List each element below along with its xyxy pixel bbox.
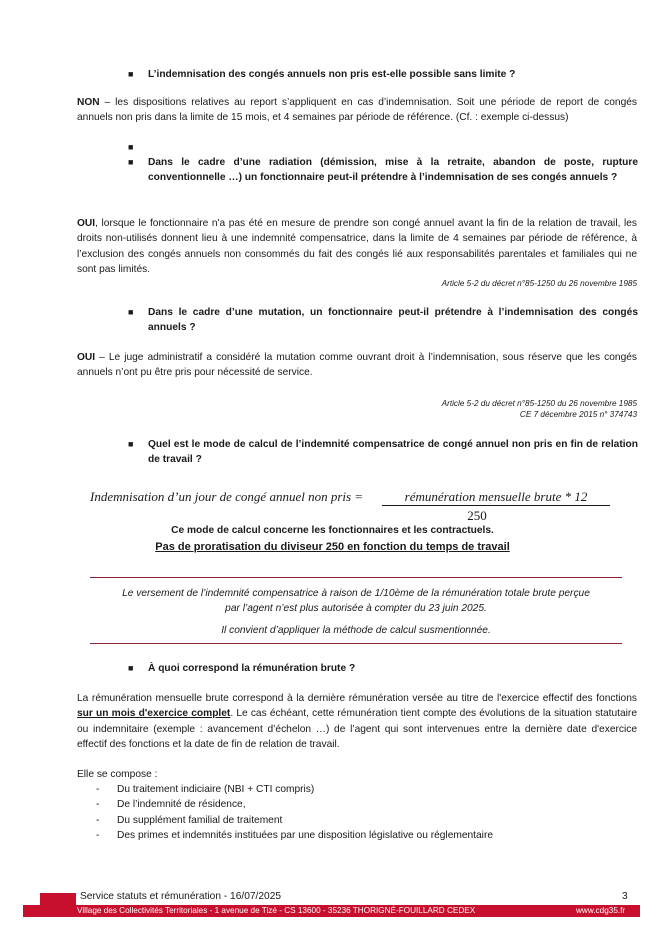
list-item-text: Du supplément familial de traitement: [117, 815, 283, 826]
footer-address: Village des Collectivités Territoriales - 1 avenue de Tizé - CS 13600 - 35236 THORIGNÉ-FOUILLARD CEDEX: [77, 906, 476, 915]
bullet-icon: ■: [128, 307, 134, 317]
bullet-icon: ■: [128, 439, 134, 449]
answer-body: , lorsque le fonctionnaire n'a pas été en mesure de prendre son congé annuel avant la fin de la relation de travail, les droits non-utilisés donnent lieu à une indemnité compensatrice, dans la limite de 4 semaines par période de référence, à l’exclusion des congés annuels non consommés du fait des congés lié aux responsabilités parentales et familiales qui ne sont pas limités.: [77, 218, 637, 276]
notice-line-1: Le versement de l’indemnité compensatrice à raison de 1/10ème de la rémunération totale brute perçue: [122, 588, 590, 599]
answer-lead: OUI: [77, 352, 96, 363]
question-report-limit: L’indemnisation des congés annuels non pris est-elle possible sans limite ?: [148, 69, 516, 80]
formula-numerator-text: rémunération mensuelle brute * 12: [404, 489, 588, 504]
answer-body: – Le juge administratif a considéré la mutation comme ouvrant droit à l’indemnisation, sous réserve que les congés annuels n’ont pu être pris pour nécessité de service.: [77, 352, 637, 379]
formula-left: Indemnisation d’un jour de congé annuel non pris =: [90, 489, 364, 504]
answer-report-limit: [77, 95, 637, 126]
dash-icon: -: [96, 830, 100, 841]
dash-icon: -: [96, 799, 100, 810]
list-item-text: De l’indemnité de résidence,: [117, 799, 246, 810]
list-item-text: Du traitement indiciaire (NBI + CTI compris): [117, 784, 315, 795]
definition-part-2: . Le cas échéant, cette rémunération tient compte des évolutions de la situation statutaire ou indemnitaire (exemple : avancement d’échelon …) de l’agent qui sont intervenues entre la dernière date d'exercice effectif des fonctions et la date de fin de relation de travail.: [77, 708, 637, 751]
composition-intro: Elle se compose :: [77, 769, 158, 780]
legal-reference: Article 5-2 du décret n°85-1250 du 26 novembre 1985: [441, 399, 637, 408]
notice-top-rule: [90, 577, 622, 578]
answer-lead: NON: [77, 97, 100, 108]
footer-accent-block: [40, 893, 76, 905]
dash-icon: -: [96, 784, 100, 795]
bullet-icon: ■: [128, 663, 134, 673]
notice-bottom-rule: [90, 643, 622, 644]
footer-website-link[interactable]: www.cdg35.fr: [576, 906, 626, 915]
bullet-icon: ■: [128, 142, 134, 152]
answer-body: – les dispositions relatives au report s’appliquent en cas d’indemnisation. Soit une période de report de congés annuels non pris dans la limite de 15 mois, et 4 semaines par période de référence. (Cf. : exemple ci-dessus): [77, 97, 637, 124]
definition-part-1: La rémunération mensuelle brute correspond à la dernière rémunération versée au titre de l'exercice effectif des fonctions: [77, 693, 637, 704]
bullet-icon: ■: [128, 69, 134, 79]
formula-denominator: 250: [467, 508, 487, 523]
legal-reference: Article 5-2 du décret n°85-1250 du 26 novembre 1985: [441, 279, 637, 288]
calculation-scope: Ce mode de calcul concerne les fonctionnaires et les contractuels.: [171, 525, 494, 536]
formula-numerator: [382, 489, 610, 506]
question-gross-pay: À quoi correspond la rémunération brute ?: [148, 663, 356, 674]
answer-mutation: [77, 350, 637, 381]
gross-pay-definition: [77, 691, 637, 753]
question-radiation: Dans le cadre d’une radiation (démission, mise à la retraite, abandon de poste, rupture conventionnelle …) un fonctionnaire peut-il prétendre à l’indemnisation de ses congés annuels ?: [148, 157, 638, 184]
list-item-text: Des primes et indemnités instituées par une disposition législative ou réglementaire: [117, 830, 494, 841]
dash-icon: -: [96, 815, 100, 826]
answer-radiation: [77, 216, 637, 278]
question-mutation: Dans le cadre d’une mutation, un fonctionnaire peut-il prétendre à l’indemnisation des congés annuels ?: [148, 307, 638, 334]
notice-line-2: par l’agent n’est plus autorisée à compter du 23 juin 2025.: [225, 603, 487, 614]
no-proratisation: [0, 540, 665, 555]
question-calculation: Quel est le mode de calcul de l’indemnité compensatrice de congé annuel non pris en fin de relation de travail ?: [148, 439, 638, 466]
bullet-icon: ■: [128, 157, 134, 167]
footer-title: Service statuts et rémunération - 16/07/2025: [80, 891, 282, 902]
case-law-reference: CE 7 décembre 2015 n° 374743: [519, 410, 637, 419]
page-number: 3: [622, 891, 628, 902]
definition-emphasis: sur un mois d'exercice complet: [77, 708, 231, 720]
answer-lead: OUI: [77, 218, 96, 229]
notice-line-3: Il convient d’appliquer la méthode de calcul susmentionnée.: [221, 625, 491, 636]
no-proratisation-text: Pas de proratisation du diviseur 250 en fonction du temps de travail: [155, 541, 510, 553]
